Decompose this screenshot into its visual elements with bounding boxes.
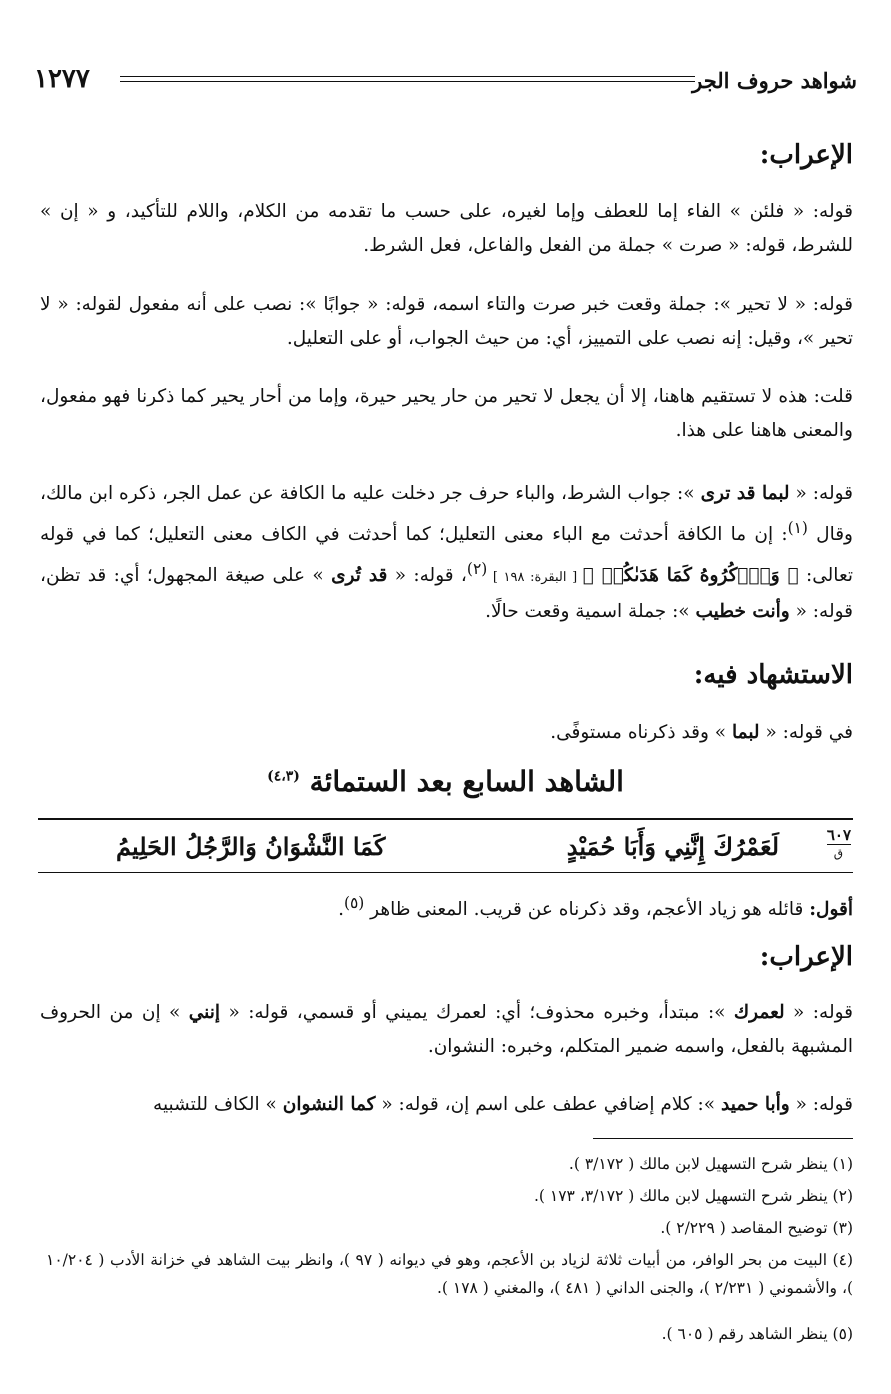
paragraph-text: »: جواب الشرط، والباء حرف جر دخلت عليه ما الكافة عن عمل الجر، ذكره ابن مالك، وقال xyxy=(40,483,853,546)
header-double-rule xyxy=(120,76,695,82)
paragraph-text: قلت: هذه لا تستقيم هاهنا، إلا أن يجعل لا تحير من حار يحير حيرة، وإما من أحار يحير كما ذكرنا فهو مفعول، والمعنى هاهنا على هذا. xyxy=(40,386,853,441)
paragraph xyxy=(40,886,853,927)
paragraph-text: قوله: « لا تحير »: جملة وقعت خبر صرت والتاء اسمه، قوله: « جوابًا »: نصب على أنه مفعول لقوله: « لا تحير »، وقيل: إنه نصب على التمييز، أي: من حيث الجواب، أو على التعليل. xyxy=(40,294,853,349)
paragraph xyxy=(40,996,853,1064)
bold-term: وأبا حميد xyxy=(720,1094,790,1115)
quran-verse: ﴿ وَٱذۡكُرُوهُ كَمَا هَدَىٰكُمۡ ﴾ xyxy=(582,565,799,587)
witness-title-text: الشاهد السابع بعد الستمائة xyxy=(309,765,624,798)
verse-second-hemistich: كَمَا النَّشْوَانُ وَالرَّجُلُ الحَلِيمُ xyxy=(116,832,386,861)
page-header xyxy=(34,62,857,98)
paragraph-text: »: جملة اسمية وقعت حالًا. xyxy=(485,601,696,623)
paragraph xyxy=(40,716,853,750)
verse-top-rule xyxy=(38,818,853,820)
paragraph xyxy=(40,477,853,629)
running-title: شواهد حروف الجر xyxy=(692,68,857,93)
paragraph-text: »: مبتدأ، وخبره محذوف؛ أي: لعمرك يميني أو قسمي، قوله: « xyxy=(220,1002,734,1023)
paragraph-text: »: كلام إضافي عطف على اسم إن، قوله: « xyxy=(375,1094,721,1115)
page-number: ١٢٧٧ xyxy=(34,64,90,94)
paragraph-text: : إن ما الكافة أحدثت مع الباء معنى التعليل؛ كما أحدثت في الكاف معنى التعليل؛ كما في قوله تعالى: xyxy=(40,524,854,587)
paragraph xyxy=(40,1088,853,1122)
section-heading-irab: الإعراب: xyxy=(759,942,853,972)
footnote: (٤) البيت من بحر الوافر، من أبيات ثلاثة لزياد بن الأعجم، وهو في ديوانه ( ٩٧ )، وانظر بيت الشاهد في خزانة الأدب ( ١٠/٢٠٤ )، والأشموني ( ٢/٢٣١ )، والجنى الداني ( ٤٨١ )، والمغني ( ١٧٨ ). xyxy=(46,1251,853,1297)
paragraph-text: » الكاف للتشبيه xyxy=(153,1094,283,1115)
bold-term: إنني xyxy=(188,1002,221,1023)
paragraph-text: قوله: « xyxy=(784,1002,853,1023)
footnote: (٢) ينظر شرح التسهيل لابن مالك ( ٣/١٧٢، ١٧٣ ). xyxy=(534,1187,853,1205)
bold-term: لعمرك xyxy=(733,1002,785,1023)
witness-title xyxy=(0,765,891,798)
section-heading-istishhad: الاستشهاد فيه: xyxy=(693,660,853,690)
paragraph-text: » إن من الحروف المشبهة بالفعل، واسمه ضمير المتكلم، وخبره: النشوان. xyxy=(40,1002,853,1057)
paragraph xyxy=(40,195,853,263)
paragraph-text: في قوله: « xyxy=(759,722,853,743)
section-heading-irab: الإعراب: xyxy=(759,140,853,170)
paragraph xyxy=(40,288,853,356)
footnote-ref: (١) xyxy=(787,519,808,537)
footnote: (٥) ينظر الشاهد رقم ( ٦٠٥ ). xyxy=(661,1325,853,1343)
paragraph-text: . xyxy=(338,899,344,921)
bold-term: أقول: xyxy=(809,899,853,921)
paragraph-text: قوله: « xyxy=(789,1094,853,1115)
paragraph xyxy=(40,380,853,448)
verse-first-hemistich: لَعَمْرُكَ إِنَّنِي وَأَبَا حُمَيْدٍ xyxy=(566,832,779,861)
paragraph-text: قائله هو زياد الأعجم، وقد ذكرناه عن قريب. المعنى ظاهر xyxy=(364,899,810,921)
verse-number: ٦٠٧ xyxy=(826,826,851,844)
bold-term: لبما قد ترى xyxy=(700,483,790,504)
footnote: (٣) توضيح المقاصد ( ٢/٢٢٩ ). xyxy=(660,1219,853,1237)
verse-bottom-rule xyxy=(38,872,853,873)
footnote-ref: (٢) xyxy=(466,560,488,579)
bold-term: لبما xyxy=(732,722,760,743)
quran-reference: [ البقرة: ١٩٨ ] xyxy=(487,570,583,586)
paragraph-text: ، قوله: « xyxy=(387,565,467,587)
footnote-ref: (٤،٣) xyxy=(267,768,300,785)
bold-term: كما النشوان xyxy=(282,1094,376,1115)
paragraph-text: قوله: « xyxy=(789,483,853,504)
bold-term: وأنت خطيب xyxy=(695,601,790,623)
paragraph-text: قوله: « فلئن » الفاء إما للعطف وإما لغيره، على حسب ما تقدمه من الكلام، واللام للتأكيد، و « إن » للشرط، قوله: « صرت » جملة من الفعل والفاعل، فعل الشرط. xyxy=(40,201,853,256)
verse-line xyxy=(38,822,853,868)
bold-term: قد تُرى xyxy=(331,565,388,587)
footnote-ref: (٥) xyxy=(343,894,365,912)
verse-letter: ق xyxy=(833,846,843,860)
footnote-separator xyxy=(593,1138,853,1139)
footnote: (١) ينظر شرح التسهيل لابن مالك ( ٣/١٧٢ ). xyxy=(568,1155,853,1173)
paragraph-text: » وقد ذكرناه مستوفًى. xyxy=(550,722,733,743)
paragraph-text: » على صيغة المجهول؛ أي: قد تظن، قوله: « xyxy=(40,565,853,623)
